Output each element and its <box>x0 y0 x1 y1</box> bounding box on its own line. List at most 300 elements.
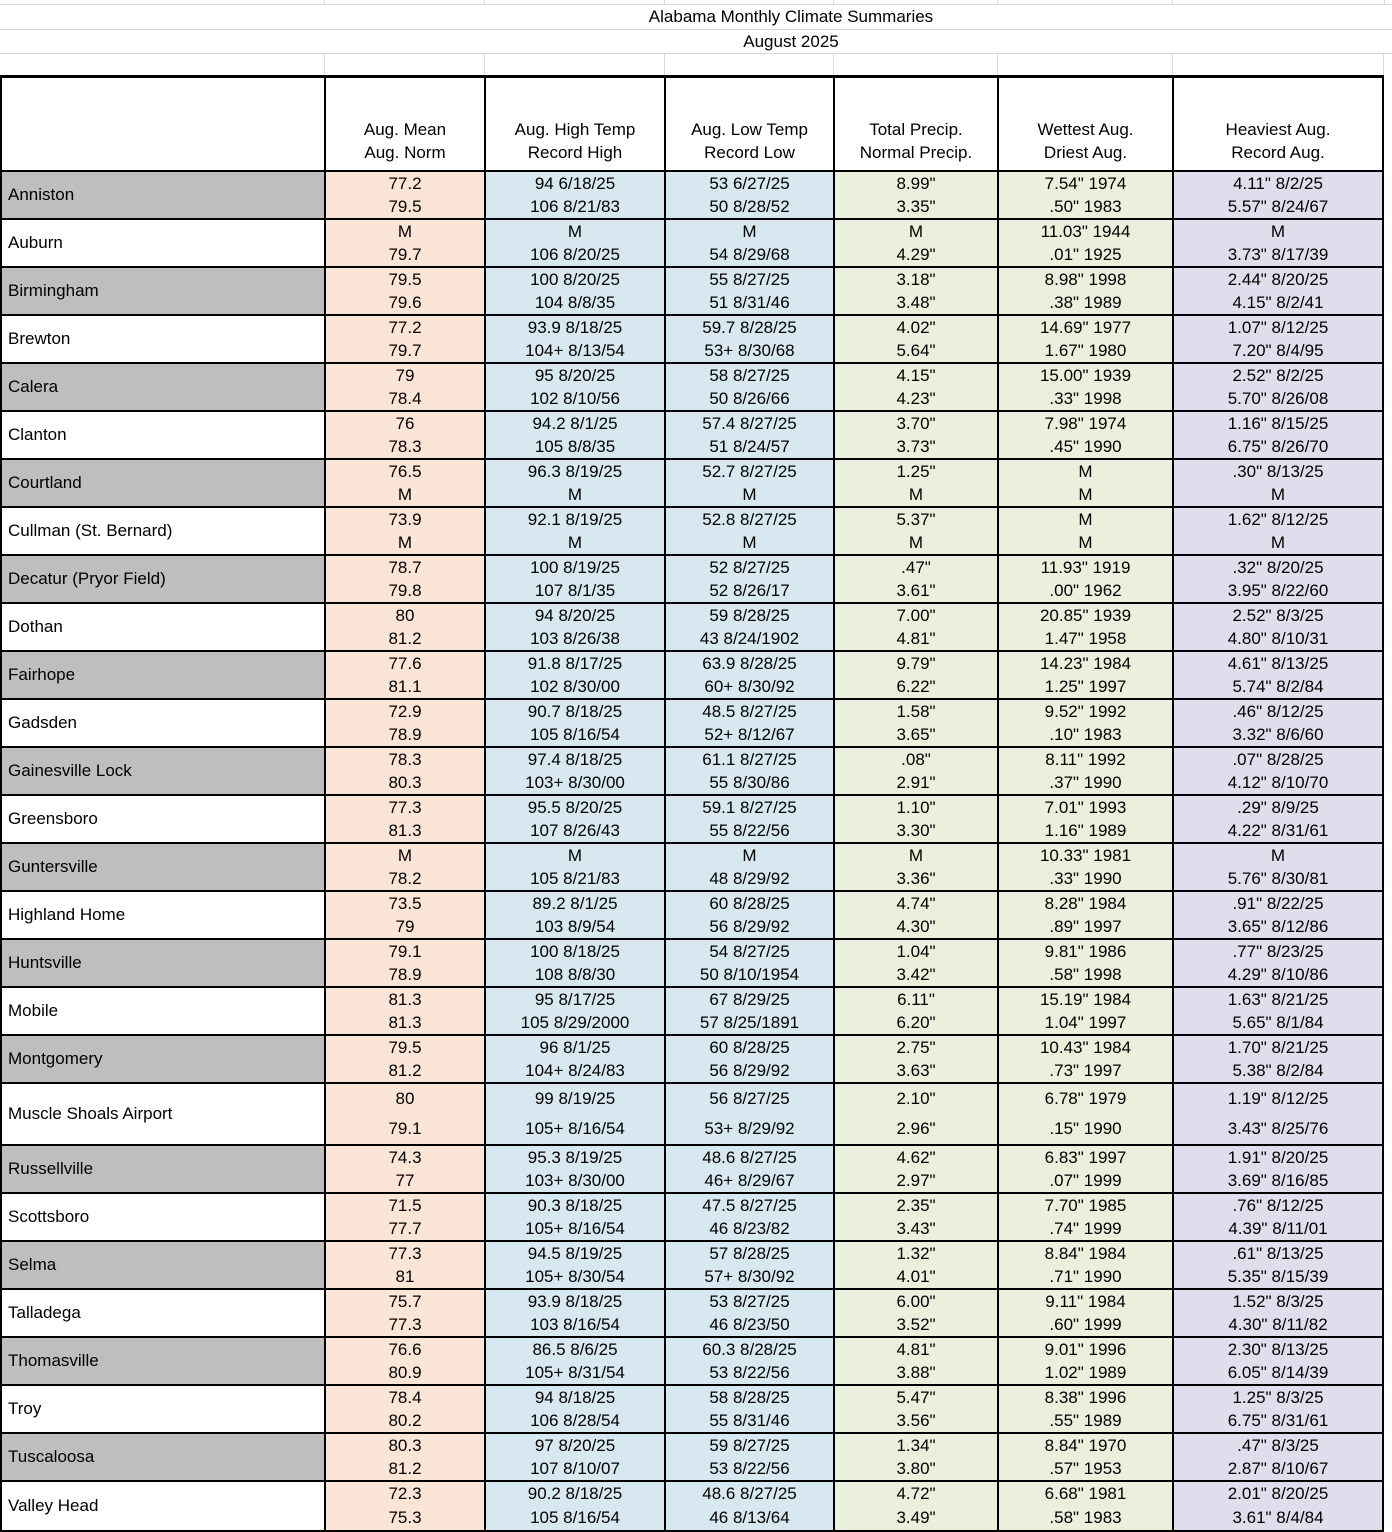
data-cell <box>664 460 833 506</box>
cell-line: .10" 1983 <box>1049 724 1122 744</box>
cell-line: 10.43" 1984 <box>1039 1037 1132 1057</box>
cell-line: 14.23" 1984 <box>1039 653 1132 673</box>
cell-line: 3.35" <box>896 196 936 216</box>
data-cell <box>484 220 664 266</box>
cell-line: M <box>908 484 924 504</box>
data-cell <box>833 796 997 842</box>
data-cell <box>1172 892 1382 938</box>
cell-line: 103 8/26/38 <box>530 628 620 648</box>
column-header-heaviest <box>1172 78 1382 170</box>
data-cell <box>833 1146 997 1192</box>
column-header-line: Record Aug. <box>1231 143 1325 162</box>
gridline-stub <box>833 0 834 4</box>
cell-line: 90.7 8/18/25 <box>527 701 623 721</box>
cell-line: 103+ 8/30/00 <box>525 772 625 792</box>
station-name: Decatur (Pryor Field) <box>2 556 324 602</box>
cell-line: 55 8/27/25 <box>709 269 790 289</box>
cell-line: .55" 1989 <box>1049 1410 1122 1430</box>
cell-line: 105+ 8/30/54 <box>525 1266 625 1286</box>
data-cell <box>664 172 833 218</box>
cell-line: 4.29" 8/10/86 <box>1227 964 1329 984</box>
cell-line: .89" 1997 <box>1049 916 1122 936</box>
data-cell <box>664 1386 833 1432</box>
cell-line: 6.75" 8/31/61 <box>1227 1410 1329 1430</box>
cell-line: 81.1 <box>388 676 422 696</box>
data-cell <box>324 1482 484 1530</box>
cell-line: 7.70" 1985 <box>1044 1195 1127 1215</box>
cell-line: 46+ 8/29/67 <box>704 1170 795 1190</box>
cell-line: 77.3 <box>388 1243 422 1263</box>
cell-line: 86.5 8/6/25 <box>532 1339 618 1359</box>
data-cell <box>664 1290 833 1336</box>
station-name: Calera <box>2 364 324 410</box>
cell-line: 3.43" <box>896 1218 936 1238</box>
cell-line: 48.5 8/27/25 <box>702 701 797 721</box>
data-cell <box>324 556 484 602</box>
spacer-cell <box>0 54 324 75</box>
data-cell <box>484 460 664 506</box>
data-cell <box>997 1290 1172 1336</box>
station-name: Greensboro <box>2 796 324 842</box>
cell-line: M <box>742 221 757 241</box>
cell-line: 106 8/20/25 <box>530 244 620 264</box>
cell-line: 104+ 8/24/83 <box>525 1060 625 1080</box>
cell-line: 57.4 8/27/25 <box>702 413 797 433</box>
cell-line: 3.88" <box>896 1362 936 1382</box>
data-cell <box>1172 652 1382 698</box>
cell-line: 73.5 <box>388 893 422 913</box>
cell-line: 52+ 8/12/67 <box>704 724 795 744</box>
data-cell <box>484 268 664 314</box>
cell-line: 97 8/20/25 <box>534 1435 616 1455</box>
cell-line: 15.00" 1939 <box>1039 365 1132 385</box>
cell-line: M <box>397 532 413 552</box>
data-cell <box>664 364 833 410</box>
data-cell <box>664 1146 833 1192</box>
cell-line: 3.43" 8/25/76 <box>1227 1119 1329 1138</box>
cell-line: 77.3 <box>388 797 422 817</box>
data-cell <box>484 988 664 1034</box>
cell-line: 90.2 8/18/25 <box>527 1484 623 1503</box>
cell-line: 75.7 <box>388 1291 422 1311</box>
cell-line: 52.8 8/27/25 <box>702 509 797 529</box>
cell-line: 81 <box>395 1266 415 1286</box>
cell-line: 57 8/28/25 <box>709 1243 790 1263</box>
cell-line: 79.5 <box>388 269 422 289</box>
cell-line: M <box>908 845 924 865</box>
cell-line: M <box>1270 845 1286 865</box>
data-cell <box>484 940 664 986</box>
cell-line: 96.3 8/19/25 <box>527 461 623 481</box>
data-cell <box>664 1084 833 1144</box>
cell-line: 5.70" 8/26/08 <box>1227 388 1329 408</box>
cell-line: M <box>1078 461 1093 481</box>
station-name: Muscle Shoals Airport <box>2 1084 324 1144</box>
data-cell <box>997 460 1172 506</box>
station-name: Huntsville <box>2 940 324 986</box>
cell-line: .07" 1999 <box>1049 1170 1122 1190</box>
spacer-cell <box>833 54 997 75</box>
data-cell <box>484 1434 664 1480</box>
cell-line: 1.58" <box>896 701 936 721</box>
cell-line: 55 8/22/56 <box>709 820 790 840</box>
cell-line: .37" 1990 <box>1049 772 1122 792</box>
cell-line: 56 8/29/92 <box>709 1060 790 1080</box>
data-cell <box>664 1338 833 1384</box>
cell-line: M <box>1270 484 1286 504</box>
cell-line: 4.74" <box>896 893 936 913</box>
cell-line: 56 8/27/25 <box>709 1089 790 1108</box>
data-cell <box>997 316 1172 362</box>
data-cell <box>833 1036 997 1082</box>
data-cell <box>833 844 997 890</box>
station-name: Selma <box>2 1242 324 1288</box>
cell-line: 58 8/27/25 <box>709 365 790 385</box>
cell-line: 8.99" <box>896 173 936 193</box>
station-name: Valley Head <box>2 1482 324 1530</box>
cell-line: 77.2 <box>388 317 422 337</box>
table-row <box>2 1242 1382 1290</box>
cell-line: 95 8/20/25 <box>534 365 616 385</box>
cell-line: 50 8/28/52 <box>709 196 790 216</box>
data-cell <box>997 412 1172 458</box>
cell-line: .33" 1990 <box>1049 868 1122 888</box>
table-row <box>2 988 1382 1036</box>
cell-line: 104+ 8/13/54 <box>525 340 625 360</box>
cell-line: 7.54" 1974 <box>1044 173 1127 193</box>
cell-line: 7.20" 8/4/95 <box>1232 340 1324 360</box>
cell-line: 5.76" 8/30/81 <box>1227 868 1329 888</box>
cell-line: 4.62" <box>896 1147 936 1167</box>
data-cell <box>324 364 484 410</box>
data-cell <box>1172 1482 1382 1530</box>
cell-line: 72.3 <box>388 1484 422 1503</box>
data-cell <box>664 796 833 842</box>
data-cell <box>833 556 997 602</box>
cell-line: M <box>742 532 757 552</box>
cell-line: 8.84" 1984 <box>1044 1243 1127 1263</box>
cell-line: 94 6/18/25 <box>534 173 616 193</box>
cell-line: 75.3 <box>388 1508 422 1527</box>
data-cell <box>664 1036 833 1082</box>
cell-line: .15" 1990 <box>1049 1119 1122 1138</box>
cell-line: 76.6 <box>388 1339 422 1359</box>
data-cell <box>997 1386 1172 1432</box>
cell-line: 74.3 <box>388 1147 422 1167</box>
cell-line: 76.5 <box>388 461 422 481</box>
cell-line: .58" 1998 <box>1049 964 1122 984</box>
station-name: Birmingham <box>2 268 324 314</box>
table-row <box>2 1386 1382 1434</box>
cell-line: 6.11" <box>897 989 935 1009</box>
data-cell <box>664 508 833 554</box>
cell-line: 102 8/10/56 <box>530 388 620 408</box>
data-cell <box>1172 988 1382 1034</box>
data-cell <box>324 1194 484 1240</box>
cell-line: 20.85" 1939 <box>1039 605 1132 625</box>
data-cell <box>833 1194 997 1240</box>
cell-line: 4.72" <box>896 1484 936 1503</box>
cell-line: 55 8/30/86 <box>709 772 790 792</box>
cell-line: 1.47" 1958 <box>1044 628 1127 648</box>
table-row <box>2 604 1382 652</box>
cell-line: 102 8/30/00 <box>530 676 620 696</box>
data-cell <box>1172 508 1382 554</box>
cell-line: M <box>908 532 924 552</box>
data-cell <box>324 1386 484 1432</box>
cell-line: .08" <box>901 749 931 769</box>
cell-line: 89.2 8/1/25 <box>532 893 618 913</box>
data-cell <box>1172 844 1382 890</box>
cell-line: 1.25" 8/3/25 <box>1232 1387 1324 1407</box>
data-cell <box>664 268 833 314</box>
cell-line: 5.64" <box>896 340 936 360</box>
column-header-line: Record High <box>527 143 623 162</box>
cell-line: 51 8/24/57 <box>709 436 790 456</box>
data-cell <box>484 604 664 650</box>
data-cell <box>484 748 664 794</box>
data-cell <box>484 556 664 602</box>
data-cell <box>484 1084 664 1144</box>
cell-line: 5.35" 8/15/39 <box>1227 1266 1329 1286</box>
data-cell <box>997 1084 1172 1144</box>
cell-line: 78.4 <box>388 1387 422 1407</box>
table-row <box>2 460 1382 508</box>
column-header-aug-mean <box>324 78 484 170</box>
data-cell <box>1172 1194 1382 1240</box>
data-cell <box>1172 460 1382 506</box>
cell-line: 80.9 <box>388 1362 422 1382</box>
cell-line: 100 8/20/25 <box>530 269 620 289</box>
cell-line: 95.5 8/20/25 <box>527 797 623 817</box>
cell-line: 79.8 <box>388 580 422 600</box>
cell-line: 3.36" <box>896 868 936 888</box>
table-body <box>2 172 1382 1530</box>
spacer-row <box>0 54 1392 75</box>
cell-line: 54 8/27/25 <box>709 941 790 961</box>
cell-line: 6.05" 8/14/39 <box>1227 1362 1329 1382</box>
cell-line: 3.70" <box>896 413 936 433</box>
cell-line: 1.16" 1989 <box>1044 820 1127 840</box>
cell-line: 93.9 8/18/25 <box>527 1291 623 1311</box>
data-cell <box>997 940 1172 986</box>
data-cell <box>484 1290 664 1336</box>
cell-line: 78.2 <box>388 868 422 888</box>
cell-line: .60" 1999 <box>1049 1314 1122 1334</box>
data-cell <box>484 508 664 554</box>
cell-line: 2.52" 8/3/25 <box>1232 605 1324 625</box>
data-cell <box>833 1290 997 1336</box>
cell-line: M <box>1078 509 1093 529</box>
cell-line: 1.52" 8/3/25 <box>1232 1291 1324 1311</box>
cell-line: .91" 8/22/25 <box>1232 893 1324 913</box>
data-cell <box>484 1194 664 1240</box>
data-cell <box>1172 412 1382 458</box>
data-cell <box>1172 796 1382 842</box>
data-cell <box>324 508 484 554</box>
data-cell <box>484 1146 664 1192</box>
cell-line: 59 8/28/25 <box>709 605 790 625</box>
cell-line: 54 8/29/68 <box>709 244 790 264</box>
data-cell <box>484 892 664 938</box>
cell-line: 1.16" 8/15/25 <box>1227 413 1329 433</box>
cell-line: 81.3 <box>388 1012 422 1032</box>
column-header-wettest <box>997 78 1172 170</box>
cell-line: .30" 8/13/25 <box>1232 461 1324 481</box>
table-row <box>2 412 1382 460</box>
cell-line: 103 8/9/54 <box>534 916 616 936</box>
data-cell <box>324 700 484 746</box>
cell-line: 1.07" 8/12/25 <box>1227 317 1329 337</box>
cell-line: 3.32" 8/6/60 <box>1232 724 1324 744</box>
cell-line: 47.5 8/27/25 <box>702 1195 797 1215</box>
data-cell <box>664 748 833 794</box>
data-cell <box>997 748 1172 794</box>
cell-line: 4.11" 8/2/25 <box>1233 173 1323 193</box>
cell-line: 105 8/16/54 <box>530 724 620 744</box>
data-cell <box>324 412 484 458</box>
cell-line: 78.9 <box>388 724 422 744</box>
data-cell <box>833 316 997 362</box>
station-name: Scottsboro <box>2 1194 324 1240</box>
cell-line: .57" 1953 <box>1049 1458 1122 1478</box>
cell-line: 3.18" <box>896 269 936 289</box>
cell-line: 3.80" <box>896 1458 936 1478</box>
cell-line: 3.65" 8/12/86 <box>1227 916 1329 936</box>
cell-line: 4.80" 8/10/31 <box>1227 628 1329 648</box>
cell-line: 46 8/23/50 <box>709 1314 790 1334</box>
cell-line: .71" 1990 <box>1049 1266 1122 1286</box>
cell-line: 81.2 <box>388 1458 422 1478</box>
cell-line: 6.68" 1981 <box>1044 1484 1127 1503</box>
cell-line: 90.3 8/18/25 <box>527 1195 623 1215</box>
cell-line: 1.67" 1980 <box>1044 340 1127 360</box>
data-cell <box>324 892 484 938</box>
cell-line: 1.32" <box>896 1243 936 1263</box>
cell-line: 77.3 <box>388 1314 422 1334</box>
data-cell <box>1172 1146 1382 1192</box>
data-cell <box>324 1084 484 1144</box>
cell-line: M <box>742 484 757 504</box>
table-row <box>2 1084 1382 1146</box>
cell-line: 11.93" 1919 <box>1040 557 1131 577</box>
cell-line: .47" 8/3/25 <box>1237 1435 1319 1455</box>
cell-line: 95.3 8/19/25 <box>527 1147 623 1167</box>
data-cell <box>1172 700 1382 746</box>
station-name: Tuscaloosa <box>2 1434 324 1480</box>
data-cell <box>664 988 833 1034</box>
cell-line: 2.52" 8/2/25 <box>1232 365 1324 385</box>
data-cell <box>324 220 484 266</box>
data-cell <box>997 796 1172 842</box>
cell-line: 4.30" <box>896 916 936 936</box>
cell-line: 2.35" <box>896 1195 936 1215</box>
cell-line: 103+ 8/30/00 <box>525 1170 625 1190</box>
table-row <box>2 700 1382 748</box>
cell-line: 5.37" <box>896 509 936 529</box>
cell-line: 3.42" <box>896 964 936 984</box>
station-name: Anniston <box>2 172 324 218</box>
data-cell <box>324 652 484 698</box>
cell-line: 71.5 <box>388 1195 422 1215</box>
cell-line: 53 8/22/56 <box>709 1362 790 1382</box>
station-name: Clanton <box>2 412 324 458</box>
cell-line: .74" 1999 <box>1049 1218 1122 1238</box>
table-row <box>2 940 1382 988</box>
cell-line: 6.83" 1997 <box>1044 1147 1127 1167</box>
page-title: Alabama Monthly Climate Summaries <box>648 7 934 26</box>
cell-line: 104 8/8/35 <box>534 292 616 312</box>
data-cell <box>833 700 997 746</box>
cell-line: M <box>908 221 924 241</box>
data-cell <box>484 364 664 410</box>
spacer-cell <box>664 54 833 75</box>
cell-line: .45" 1990 <box>1049 436 1122 456</box>
cell-line: 11.03" 1944 <box>1040 221 1131 241</box>
station-name: Cullman (St. Bernard) <box>2 508 324 554</box>
title-row <box>0 5 1392 30</box>
data-cell <box>664 1482 833 1530</box>
cell-line: 57+ 8/30/92 <box>704 1266 795 1286</box>
cell-line: 4.12" 8/10/70 <box>1227 772 1329 792</box>
data-cell <box>997 1338 1172 1384</box>
cell-line: 97.4 8/18/25 <box>527 749 623 769</box>
cell-line: 92.1 8/19/25 <box>527 509 623 529</box>
cell-line: 4.01" <box>896 1266 936 1286</box>
cell-line: 3.56" <box>896 1410 936 1430</box>
cell-line: 79.5 <box>388 196 422 216</box>
cell-line: M <box>567 532 583 552</box>
data-cell <box>664 316 833 362</box>
cell-line: 59.1 8/27/25 <box>702 797 797 817</box>
data-cell <box>1172 268 1382 314</box>
gridline-stub <box>997 0 998 4</box>
column-header-line: Driest Aug. <box>1043 143 1128 162</box>
cell-line: 1.25" <box>896 461 936 481</box>
cell-line: 3.61" <box>896 580 936 600</box>
table-row <box>2 220 1382 268</box>
spacer-cell <box>324 54 484 75</box>
column-header-line: Record Low <box>704 143 795 162</box>
cell-line: 100 8/18/25 <box>530 941 620 961</box>
cell-line: 2.01" 8/20/25 <box>1227 1484 1329 1503</box>
cell-line: 106 8/28/54 <box>530 1410 620 1430</box>
cell-line: .32" 8/20/25 <box>1232 557 1324 577</box>
column-header-line: Total Precip. <box>869 120 963 139</box>
cell-line: 46 8/23/82 <box>709 1218 790 1238</box>
cell-line: M <box>567 221 583 241</box>
cell-line: 78.9 <box>388 964 422 984</box>
cell-line: 3.63" <box>896 1060 936 1080</box>
cell-line: 6.78" 1979 <box>1044 1089 1127 1108</box>
data-cell <box>833 1242 997 1288</box>
cell-line: 95 8/17/25 <box>534 989 616 1009</box>
data-cell <box>484 700 664 746</box>
spacer-cell <box>484 54 664 75</box>
cell-line: M <box>1078 532 1093 552</box>
station-name: Troy <box>2 1386 324 1432</box>
cell-line: 77.2 <box>388 173 422 193</box>
cell-line: 3.73" 8/17/39 <box>1227 244 1329 264</box>
cell-line: 107 8/26/43 <box>530 820 620 840</box>
data-cell <box>324 460 484 506</box>
data-cell <box>833 172 997 218</box>
gridline-stub <box>1384 0 1385 4</box>
data-cell <box>833 1338 997 1384</box>
gridline-stub <box>324 0 325 4</box>
cell-line: 79 <box>395 365 415 385</box>
data-cell <box>484 172 664 218</box>
